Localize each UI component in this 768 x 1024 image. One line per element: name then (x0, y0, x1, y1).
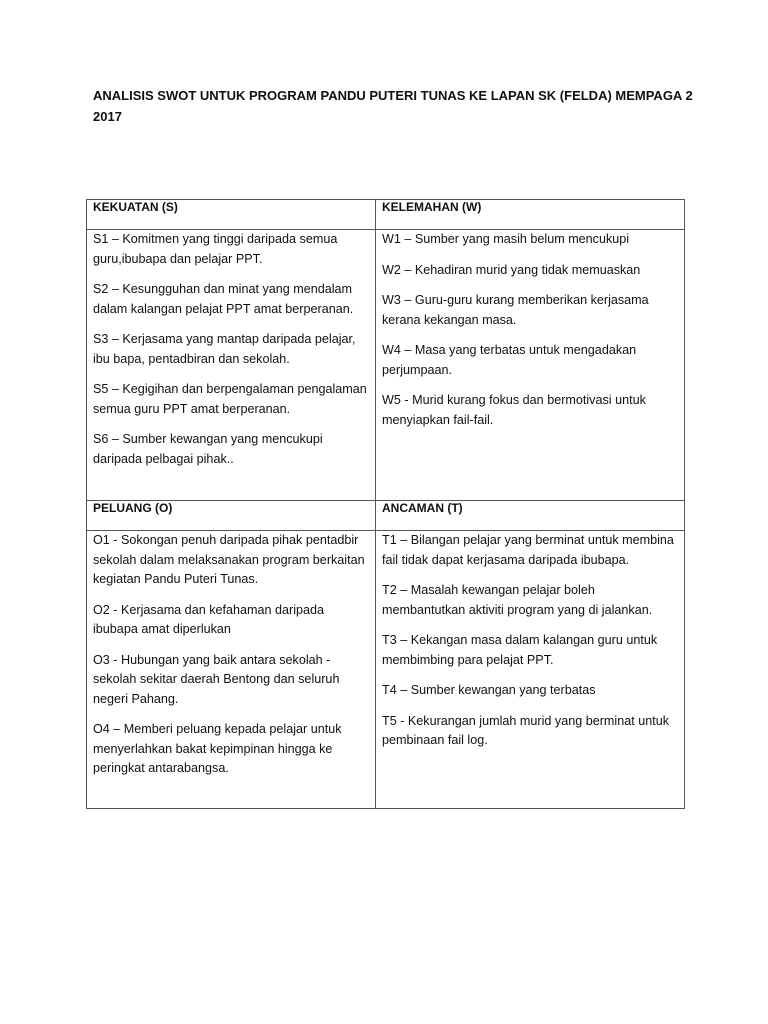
strength-item: S1 – Komitmen yang tinggi daripada semua guru,ibubapa dan pelajar PPT. (93, 232, 338, 266)
strength-item: S5 – Kegigihan dan berpengalaman pengalaman semua guru PPT amat berperanan. (93, 382, 367, 416)
threats-cell (376, 531, 685, 809)
weakness-item: W1 – Sumber yang masih belum mencukupi (382, 232, 630, 246)
swot-table (86, 199, 685, 809)
swot-header-row-top (87, 200, 685, 230)
opportunities-heading: PELUANG (O) (87, 501, 376, 531)
strength-item: S6 – Sumber kewangan yang mencukupi daripada pelbagai pihak.. (93, 432, 323, 466)
swot-content-row-bottom (87, 531, 685, 809)
weakness-item: W5 - Murid kurang fokus dan bermotivasi untuk menyiapkan fail-fail. (382, 393, 646, 427)
weaknesses-cell (376, 230, 685, 501)
threat-item: T5 - Kekurangan jumlah murid yang berminat untuk pembinaan fail log. (382, 713, 670, 747)
swot-content-row-top (87, 230, 685, 501)
swot-header-row-bottom (87, 501, 685, 531)
strengths-cell (87, 230, 376, 501)
threat-item: T2 – Masalah kewangan pelajar boleh membantutkan aktiviti program yang di jalankan. (382, 583, 653, 617)
threat-item: T1 – Bilangan pelajar yang berminat untuk membina fail tidak dapat kerjasama daripada ibubapa. (382, 533, 674, 567)
weakness-item: W4 – Masa yang terbatas untuk mengadakan perjumpaan. (382, 343, 637, 377)
opportunity-item: O1 - Sokongan penuh daripada pihak pentadbir sekolah dalam melaksanakan program berkaitan kegiatan Pandu Puteri Tunas. (93, 533, 365, 586)
threat-item: T3 – Kekangan masa dalam kalangan guru untuk membimbing para pelajat PPT. (382, 633, 658, 667)
strength-item: S2 – Kesungguhan dan minat yang mendalam dalam kalangan pelajat PPT amat berperanan. (93, 282, 354, 316)
opportunity-item: O3 - Hubungan yang baik antara sekolah - sekolah sekitar daerah Bentong dan seluruh negeri Pahang. (93, 652, 340, 706)
opportunities-cell (87, 531, 376, 809)
document-title: ANALISIS SWOT UNTUK PROGRAM PANDU PUTERI TUNAS KE LAPAN SK (FELDA) MEMPAGA 2 2017 (93, 88, 693, 124)
weaknesses-heading: KELEMAHAN (W) (376, 200, 685, 230)
threats-heading: ANCAMAN (T) (376, 501, 685, 531)
weakness-item: W2 – Kehadiran murid yang tidak memuaskan (382, 262, 641, 277)
strength-item: S3 – Kerjasama yang mantap daripada pelajar, ibu bapa, pentadbiran dan sekolah. (93, 332, 356, 366)
threat-item: T4 – Sumber kewangan yang terbatas (382, 683, 596, 697)
opportunity-item: O2 - Kerjasama dan kefahaman daripada ibubapa amat diperlukan (93, 602, 325, 636)
opportunity-item: O4 – Memberi peluang kepada pelajar untuk menyerlahkan bakat kepimpinan hingga ke peringkat antarabangsa. (93, 722, 342, 775)
strengths-heading: KEKUATAN (S) (87, 200, 376, 230)
weakness-item: W3 – Guru-guru kurang memberikan kerjasama kerana kekangan masa. (382, 293, 649, 327)
